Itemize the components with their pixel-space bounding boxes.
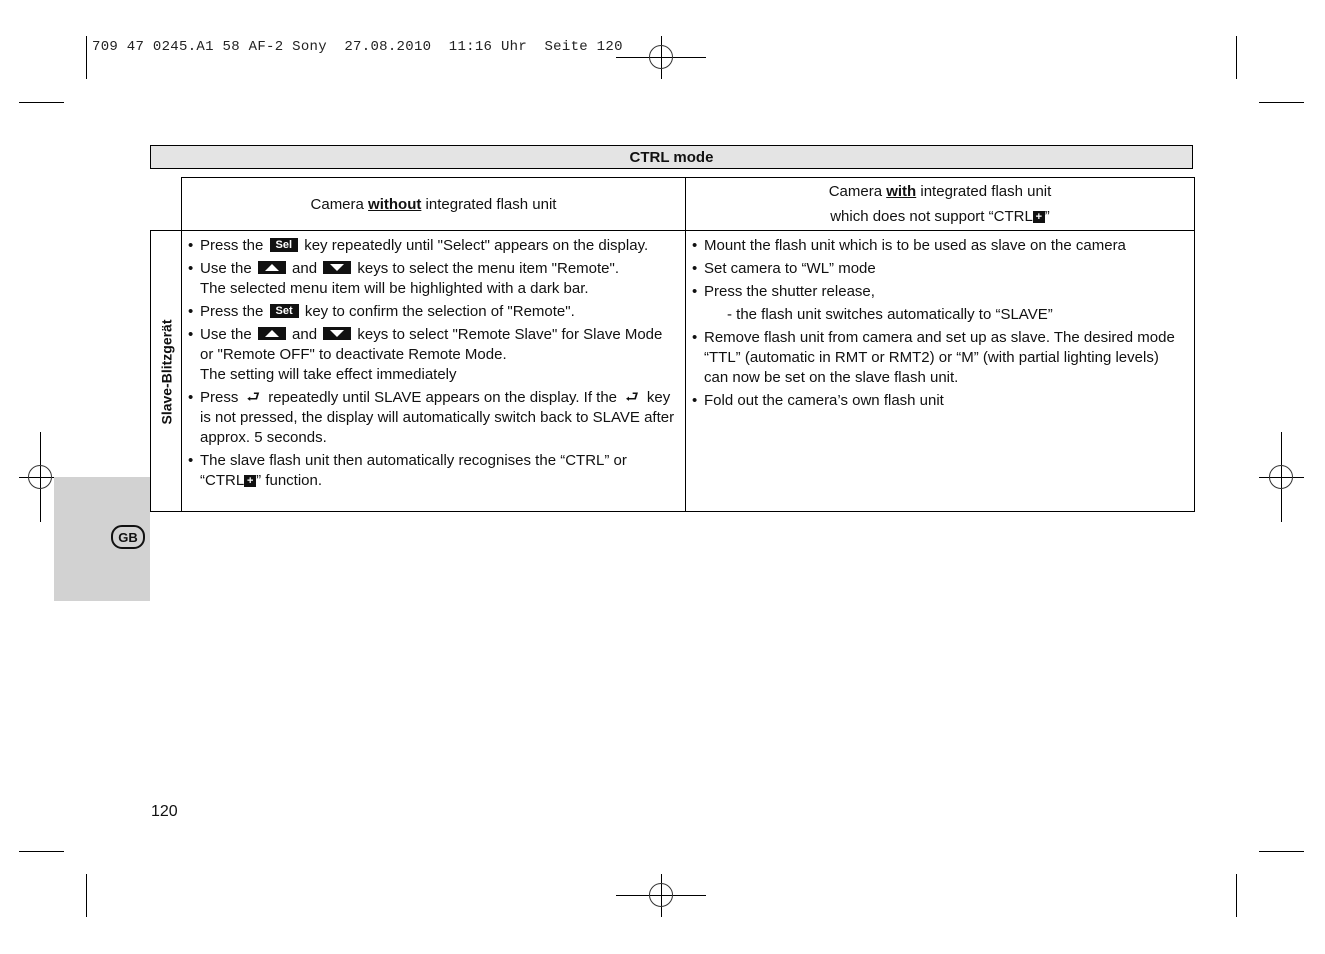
row-label: Slave-Blitzgerät	[158, 318, 175, 425]
section-title: CTRL mode	[150, 145, 1193, 169]
list-item: • Use the and keys to select "Remote Slave" for Slave Mode or "Remote OFF" to deactivate Remote Mode. The setting will take effect immediately	[186, 325, 675, 385]
crop-mark	[86, 874, 87, 917]
crop-mark	[19, 102, 64, 103]
header-with-flash	[685, 177, 1195, 231]
row-label-cell	[150, 230, 182, 512]
triangle-up-icon	[258, 261, 286, 274]
plus-icon: +	[244, 475, 256, 487]
list-item: • Remove flash unit from camera and set up as slave. The desired mode “TTL” (automatic in RMT or RMT2) or “M” (with partial lighting levels) can now be set on the slave flash unit.	[690, 328, 1186, 388]
header-left-text: Camera without integrated flash unit	[310, 195, 557, 213]
registration-mark-icon	[649, 883, 673, 907]
list-item: • Mount the flash unit which is to be used as slave on the camera	[690, 236, 1186, 256]
list-item: • Fold out the camera’s own flash unit	[690, 391, 1186, 411]
registration-mark-icon	[649, 45, 673, 69]
triangle-down-icon	[323, 327, 351, 340]
print-slug: 709 47 0245.A1 58 AF-2 Sony 27.08.2010 11:16 Uhr Seite 120	[92, 39, 623, 55]
list-item: • Press ⮐ repeatedly until SLAVE appears on the display. If the ⮐ key is not pressed, the display will automatically switch back to SLAVE after approx. 5 seconds.	[186, 388, 675, 448]
crop-mark	[86, 36, 87, 79]
list-item: • The slave flash unit then automatically recognises the “CTRL” or “CTRL + ” function.	[186, 451, 675, 491]
crop-mark	[1236, 36, 1237, 79]
return-key-icon: ⮐	[246, 389, 261, 406]
language-badge: GB	[111, 525, 145, 549]
left-instructions-cell	[181, 230, 686, 512]
right-instructions-cell	[685, 230, 1195, 512]
header-right-line1: Camera with integrated flash unit	[828, 183, 1052, 200]
crop-mark	[1259, 851, 1304, 852]
triangle-down-icon	[323, 261, 351, 274]
header-without-flash	[181, 177, 686, 231]
header-right-line2: which does not support “CTRL + ”	[830, 208, 1050, 225]
sel-key-icon: Sel	[270, 238, 299, 252]
list-item: • Press the shutter release,	[690, 282, 1186, 302]
left-steps-list	[186, 236, 675, 491]
list-item: • Press the Set key to confirm the selection of "Remote".	[186, 302, 675, 322]
triangle-up-icon	[258, 327, 286, 340]
return-key-icon: ⮐	[625, 389, 639, 406]
ctrl-mode-table	[150, 177, 1195, 512]
emphasis-without: without	[368, 195, 422, 213]
crop-mark	[1259, 102, 1304, 103]
registration-mark-icon	[1269, 465, 1293, 489]
registration-mark-icon	[28, 465, 52, 489]
crop-mark	[1236, 874, 1237, 917]
right-steps-list	[690, 236, 1186, 411]
emphasis-with: with	[886, 183, 917, 200]
plus-icon: +	[1033, 211, 1045, 223]
set-key-icon: Set	[270, 304, 299, 318]
crop-mark	[19, 851, 64, 852]
list-item: • Press the Sel key repeatedly until "Select" appears on the display.	[186, 236, 675, 256]
page-number: 120	[151, 803, 178, 820]
list-sub-item: - the flash unit switches automatically to “SLAVE”	[727, 306, 1053, 323]
list-item: • Set camera to “WL” mode	[690, 259, 1186, 279]
list-item: • Use the and keys to select the menu item "Remote". The selected menu item will be highlighted with a dark bar.	[186, 259, 675, 299]
